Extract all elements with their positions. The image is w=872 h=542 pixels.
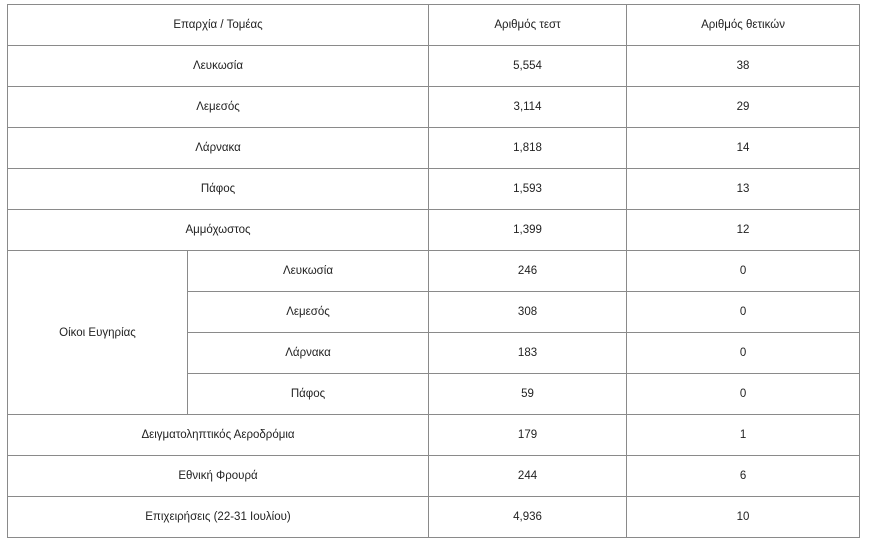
table-row — [8, 46, 860, 87]
header-tests: Αριθμός τεστ — [429, 5, 627, 46]
tests-cell: 3,114 — [429, 87, 627, 128]
positives-cell: 29 — [627, 87, 860, 128]
positives-cell: 0 — [627, 374, 860, 415]
testing-results-table-container — [7, 4, 859, 538]
tests-cell: 1,593 — [429, 169, 627, 210]
table-row — [8, 169, 860, 210]
tests-cell: 183 — [429, 333, 627, 374]
region-cell: Λεμεσός — [8, 87, 429, 128]
region-cell: Εθνική Φρουρά — [8, 456, 429, 497]
table-row — [8, 415, 860, 456]
region-cell: Επιχειρήσεις (22-31 Ιουλίου) — [8, 497, 429, 538]
positives-cell: 10 — [627, 497, 860, 538]
region-cell: Λάρνακα — [8, 128, 429, 169]
positives-cell: 0 — [627, 292, 860, 333]
tests-cell: 59 — [429, 374, 627, 415]
table-row — [8, 251, 860, 292]
tests-cell: 244 — [429, 456, 627, 497]
positives-cell: 12 — [627, 210, 860, 251]
header-positives: Αριθμός θετικών — [627, 5, 860, 46]
header-region: Επαρχία / Τομέας — [8, 5, 429, 46]
region-cell: Αμμόχωστος — [8, 210, 429, 251]
region-cell: Δειγματοληπτικός Αεροδρόμια — [8, 415, 429, 456]
table-row — [8, 497, 860, 538]
positives-cell: 0 — [627, 333, 860, 374]
region-cell: Πάφος — [8, 169, 429, 210]
tests-cell: 5,554 — [429, 46, 627, 87]
positives-cell: 6 — [627, 456, 860, 497]
table-row — [8, 456, 860, 497]
tests-cell: 1,399 — [429, 210, 627, 251]
header-row — [8, 5, 860, 46]
table-row — [8, 128, 860, 169]
tests-cell: 179 — [429, 415, 627, 456]
tests-cell: 1,818 — [429, 128, 627, 169]
tests-cell: 4,936 — [429, 497, 627, 538]
testing-results-table — [7, 4, 860, 538]
table-row — [8, 87, 860, 128]
subregion-cell: Πάφος — [188, 374, 429, 415]
positives-cell: 13 — [627, 169, 860, 210]
positives-cell: 38 — [627, 46, 860, 87]
positives-cell: 1 — [627, 415, 860, 456]
region-cell: Λευκωσία — [8, 46, 429, 87]
positives-cell: 14 — [627, 128, 860, 169]
table-row — [8, 210, 860, 251]
subregion-cell: Λεμεσός — [188, 292, 429, 333]
subregion-cell: Λευκωσία — [188, 251, 429, 292]
tests-cell: 246 — [429, 251, 627, 292]
subregion-cell: Λάρνακα — [188, 333, 429, 374]
group-label-cell: Οίκοι Ευγηρίας — [8, 251, 188, 415]
positives-cell: 0 — [627, 251, 860, 292]
tests-cell: 308 — [429, 292, 627, 333]
